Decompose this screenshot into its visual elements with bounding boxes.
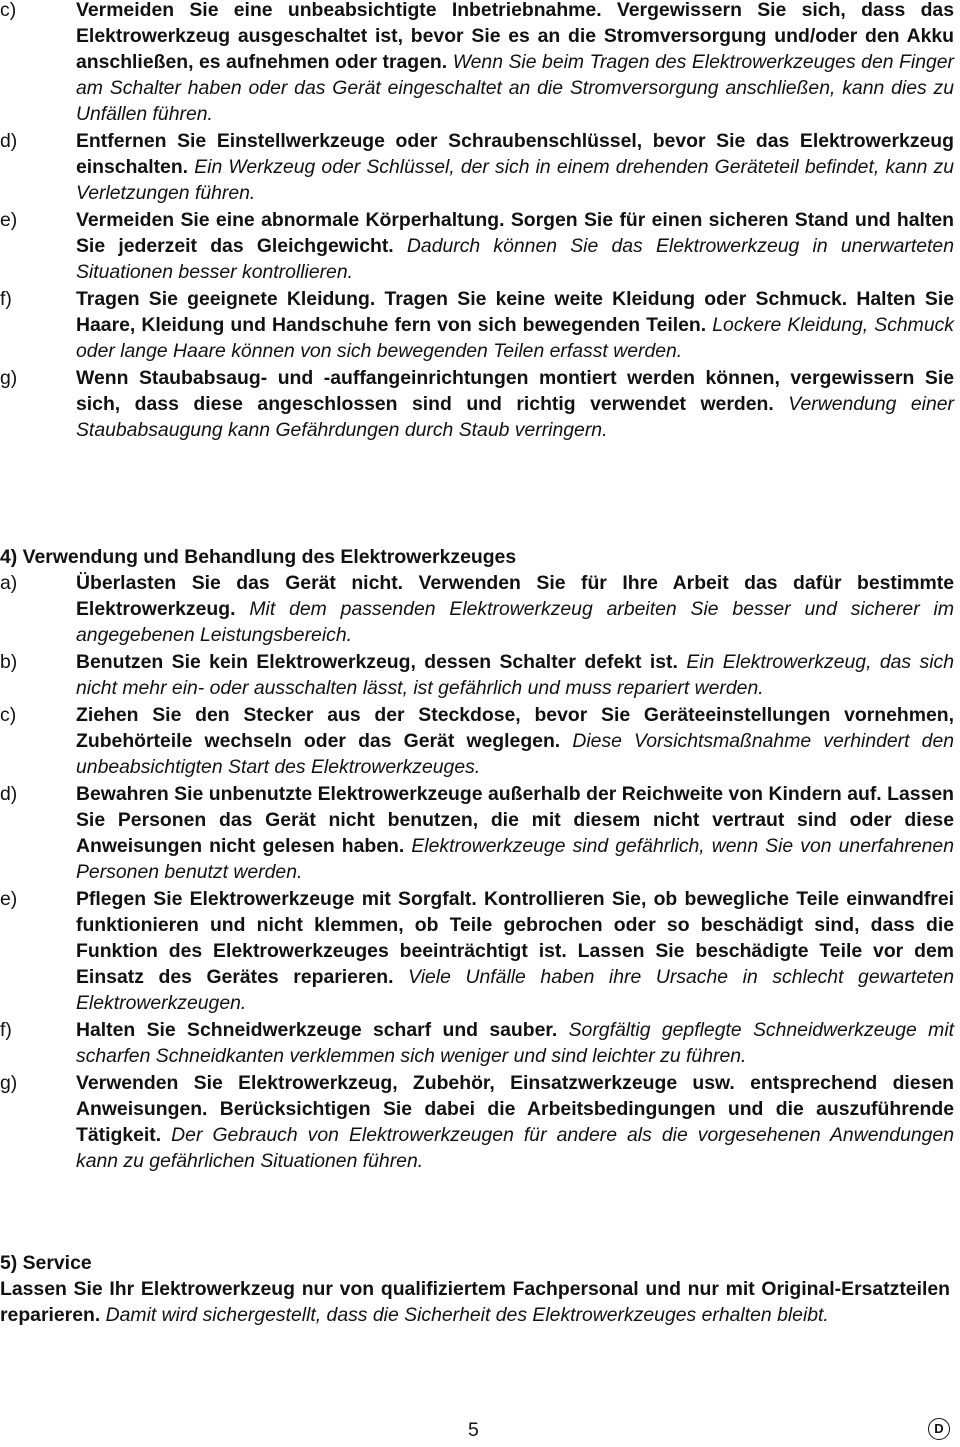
item-explanation: Elektrowerkzeuge sind gefährlich, wenn Sie von unerfahrenen Personen benutzt werden.: [76, 835, 954, 883]
item-explanation: Diese Vorsichtsmaßnahme verhindert den unbeabsichtigten Start des Elektrowerkzeuges.: [76, 730, 955, 778]
list-item-4a: [0, 570, 960, 648]
item-instruction: Halten Sie Schneidwerkzeuge scharf und sauber.: [76, 1019, 558, 1041]
page-number: 5: [468, 1419, 479, 1441]
list-item-4e: [0, 886, 960, 1016]
item-explanation: Verwendung einer Staubabsaugung kann Gefährdungen durch Staub verringern.: [76, 393, 954, 441]
item-label: b): [0, 651, 18, 673]
item-instruction: Bewahren Sie unbenutzte Elektrowerkzeuge außerhalb der Reichweite von Kindern auf. Lassen Sie Personen das Gerät nicht benutzen, die mit diesem nicht vertraut sind oder diese Anweisungen nicht gelesen haben.: [76, 783, 954, 857]
item-instruction: Benutzen Sie kein Elektrowerkzeug, dessen Schalter defekt ist.: [76, 651, 678, 673]
item-label: f): [0, 1019, 12, 1041]
item-instruction: Tragen Sie geeignete Kleidung. Tragen Sie keine weite Kleidung oder Schmuck. Halten Sie Haare, Kleidung und Handschuhe fern von sich bewegenden Teilen.: [76, 288, 954, 336]
item-instruction: Verwenden Sie Elektrowerkzeug, Zubehör, Einsatzwerkzeuge usw. entsprechend diesen Anweisungen. Berücksichtigen Sie dabei die Arbeitsbedingungen und die auszuführende Tätigkeit.: [76, 1072, 954, 1146]
item-label: d): [0, 130, 18, 152]
service-explanation: Damit wird sichergestellt, dass die Sicherheit des Elektrowerkzeuges erhalten bleibt.: [105, 1304, 829, 1326]
item-instruction: Entfernen Sie Einstellwerkzeuge oder Schraubenschlüssel, bevor Sie das Elektrowerkzeug einschalten.: [76, 130, 954, 178]
item-instruction: Überlasten Sie das Gerät nicht. Verwenden Sie für Ihre Arbeit das dafür bestimmte Elektrowerkzeug.: [76, 572, 954, 620]
item-explanation: Dadurch können Sie das Elektrowerkzeug in unerwarteten Situationen besser kontrollieren.: [76, 235, 954, 283]
item-label: a): [0, 572, 18, 594]
item-label: c): [0, 0, 17, 21]
safety-list-section-4: [0, 570, 960, 1175]
item-instruction: Vermeiden Sie eine abnormale Körperhaltung. Sorgen Sie für einen sicheren Stand und halten Sie jederzeit das Gleichgewicht.: [76, 209, 954, 257]
list-item-3e: [0, 207, 960, 285]
item-explanation: Mit dem passenden Elektrowerkzeug arbeiten Sie besser und sicherer im angegebenen Leistungsbereich.: [76, 598, 954, 646]
item-explanation: Sorgfältig gepflegte Schneidwerkzeuge mit scharfen Schneidkanten verklemmen sich weniger und sind leichter zu führen.: [76, 1019, 955, 1067]
item-explanation: Der Gebrauch von Elektrowerkzeugen für andere als die vorgesehenen Anwendungen kann zu gefährlichen Situationen führen.: [76, 1124, 954, 1172]
service-paragraph: [0, 1276, 950, 1328]
item-label: g): [0, 367, 18, 389]
list-item-3d: [0, 128, 960, 206]
list-item-4d: [0, 781, 960, 885]
list-item-4g: [0, 1070, 960, 1174]
item-label: f): [0, 288, 12, 310]
item-explanation: Wenn Sie beim Tragen des Elektrowerkzeuges den Finger am Schalter haben oder das Gerät eingeschaltet an die Stromversorgung anschließen, kann dies zu Unfällen führen.: [76, 51, 954, 125]
item-explanation: Viele Unfälle haben ihre Ursache in schlecht gewarteten Elektrowerkzeugen.: [76, 966, 954, 1014]
section-4-heading: 4) Verwendung und Behandlung des Elektrowerkzeuges: [0, 546, 517, 568]
section-5-heading: 5) Service: [0, 1252, 92, 1274]
item-label: c): [0, 704, 17, 726]
item-explanation: Ein Elektrowerkzeug, das sich nicht mehr ein- oder ausschalten lässt, ist gefährlich und muss repariert werden.: [76, 651, 954, 699]
language-badge-icon: D: [928, 1418, 950, 1440]
list-item-4c: [0, 702, 960, 780]
list-item-3g: [0, 365, 960, 443]
list-item-4b: [0, 649, 960, 701]
item-instruction: Vermeiden Sie eine unbeabsichtigte Inbetriebnahme. Vergewissern Sie sich, dass das Elektrowerkzeug ausgeschaltet ist, bevor Sie es an die Stromversorgung und/oder den Akku anschließen, es aufnehmen oder tragen.: [76, 0, 954, 73]
item-explanation: Ein Werkzeug oder Schlüssel, der sich in einem drehenden Geräteteil befindet, kann zu Verletzungen führen.: [76, 156, 954, 204]
item-label: e): [0, 209, 18, 231]
item-instruction: Ziehen Sie den Stecker aus der Steckdose, bevor Sie Geräteeinstellungen vornehmen, Zubehörteile wechseln oder das Gerät weglegen.: [76, 704, 954, 752]
service-instruction: Lassen Sie Ihr Elektrowerkzeug nur von qualifiziertem Fachpersonal und nur mit Original-Ersatzteilen reparieren.: [0, 1278, 950, 1326]
item-label: e): [0, 888, 18, 910]
item-explanation: Lockere Kleidung, Schmuck oder lange Haare können von sich bewegenden Teilen erfasst werden.: [76, 314, 955, 362]
list-item-3c: [0, 0, 960, 127]
item-label: d): [0, 783, 18, 805]
item-instruction: Pflegen Sie Elektrowerkzeuge mit Sorgfalt. Kontrollieren Sie, ob bewegliche Teile einwandfrei funktionieren und nicht klemmen, ob Teile gebrochen oder so beschädigt sind, dass die Funktion des Elektrowerkzeuges beeinträchtigt ist. Lassen Sie beschädigte Teile vor dem Einsatz des Gerätes reparieren.: [76, 888, 954, 988]
safety-list-section-3: [0, 0, 960, 444]
item-instruction: Wenn Staubabsaug- und -auffangeinrichtungen montiert werden können, vergewissern Sie sich, dass diese angeschlossen sind und richtig verwendet werden.: [76, 367, 954, 415]
list-item-3f: [0, 286, 960, 364]
list-item-4f: [0, 1017, 960, 1069]
item-label: g): [0, 1072, 18, 1094]
